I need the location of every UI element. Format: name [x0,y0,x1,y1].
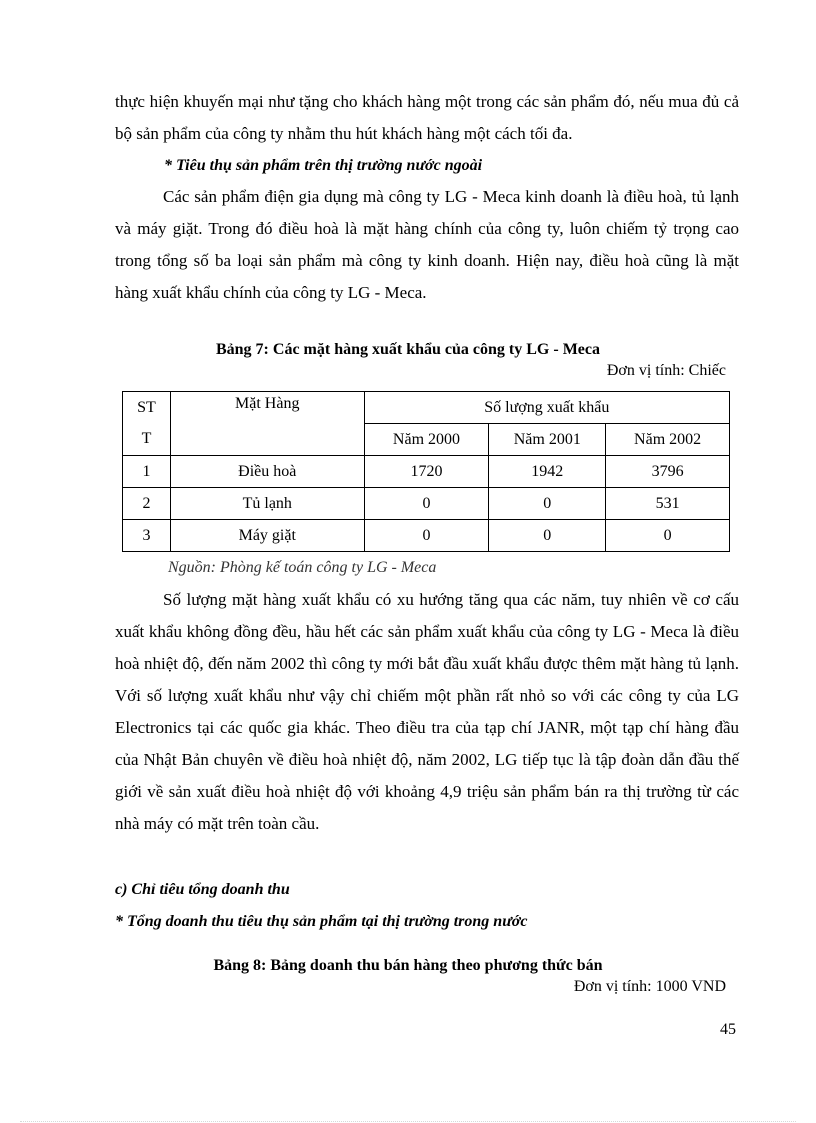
heading-section-c: c) Chỉ tiêu tổng doanh thu [115,881,290,898]
table-row [123,520,730,552]
stt-header-cont: T [123,424,171,456]
row-item: Điều hoà [170,456,364,488]
table-row [123,456,730,488]
year-header: Năm 2001 [489,424,606,456]
row-stt: 1 [123,456,171,488]
table-header-row [123,392,730,424]
paragraph-promotion: thực hiện khuyến mại như tặng cho khách hàng một trong các sản phẩm đó, nếu mua đủ cả bộ sản phẩm của công ty nhằm thu hút khách hàng một cách tối đa. [115,92,739,143]
row-stt: 3 [123,520,171,552]
table8-title: Bảng 8: Bảng doanh thu bán hàng theo phương thức bán [213,957,603,974]
row-item: Máy giặt [170,520,364,552]
table8-unit: Đơn vị tính: 1000 VND [573,978,726,995]
row-value: 0 [606,520,730,552]
export-table [122,391,730,552]
item-header: Mặt Hàng [170,392,364,456]
row-value: 0 [364,520,489,552]
stt-header: ST [123,392,171,424]
heading-foreign-market: * Tiêu thụ sản phẩm trên thị trường nước ngoài [164,157,483,174]
row-value: 0 [489,520,606,552]
year-header: Năm 2000 [364,424,489,456]
row-value: 0 [364,488,489,520]
year-header: Năm 2002 [606,424,730,456]
row-value: 531 [606,488,730,520]
paragraph-products: Các sản phẩm điện gia dụng mà công ty LG - Meca kinh doanh là điều hoà, tủ lạnh và máy giặt. Trong đó điều hoà là mặt hàng chính của công ty, luôn chiếm tỷ trọng cao trong tổng số ba loại sản phẩm mà công ty kinh doanh. Hiện nay, điều hoà cũng là mặt hàng xuất khẩu chính của công ty LG - Meca. [115,187,739,302]
row-value: 0 [489,488,606,520]
table7-unit: Đơn vị tính: Chiếc [606,362,726,379]
row-stt: 2 [123,488,171,520]
row-value: 3796 [606,456,730,488]
table7-title: Bảng 7: Các mặt hàng xuất khẩu của công ty LG - Meca [215,341,600,358]
table-row [123,488,730,520]
paragraph-export-analysis: Số lượng mặt hàng xuất khẩu có xu hướng tăng qua các năm, tuy nhiên về cơ cấu xuất khẩu không đồng đều, hầu hết các sản phẩm xuất khẩu của công ty LG - Meca là điều hoà nhiệt độ, đến năm 2002 thì công ty mới bắt đầu xuất khẩu được thêm mặt hàng tủ lạnh. Với số lượng xuất khẩu như vậy chỉ chiếm một phần rất nhỏ so với các công ty của LG Electronics tại các quốc gia khác. Theo điều tra của tạp chí JANR, một tạp chí hàng đầu của Nhật Bản chuyên về điều hoà nhiệt độ, năm 2002, LG tiếp tục là tập đoàn dẫn đầu thế giới về sản xuất điều hoà nhiệt độ với khoảng 4,9 triệu sản phẩm bán ra thị trường từ các nhà máy có mặt trên toàn cầu. [115,590,739,833]
table7-source: Nguồn: Phòng kế toán công ty LG - Meca [168,559,437,576]
row-item: Tủ lạnh [170,488,364,520]
quantity-group-header: Số lượng xuất khẩu [364,392,729,424]
page-number: 45 [720,1021,736,1038]
row-value: 1720 [364,456,489,488]
heading-domestic-revenue: * Tổng doanh thu tiêu thụ sản phẩm tại thị trường trong nước [115,913,528,930]
page-bottom-divider [20,1121,796,1122]
row-value: 1942 [489,456,606,488]
